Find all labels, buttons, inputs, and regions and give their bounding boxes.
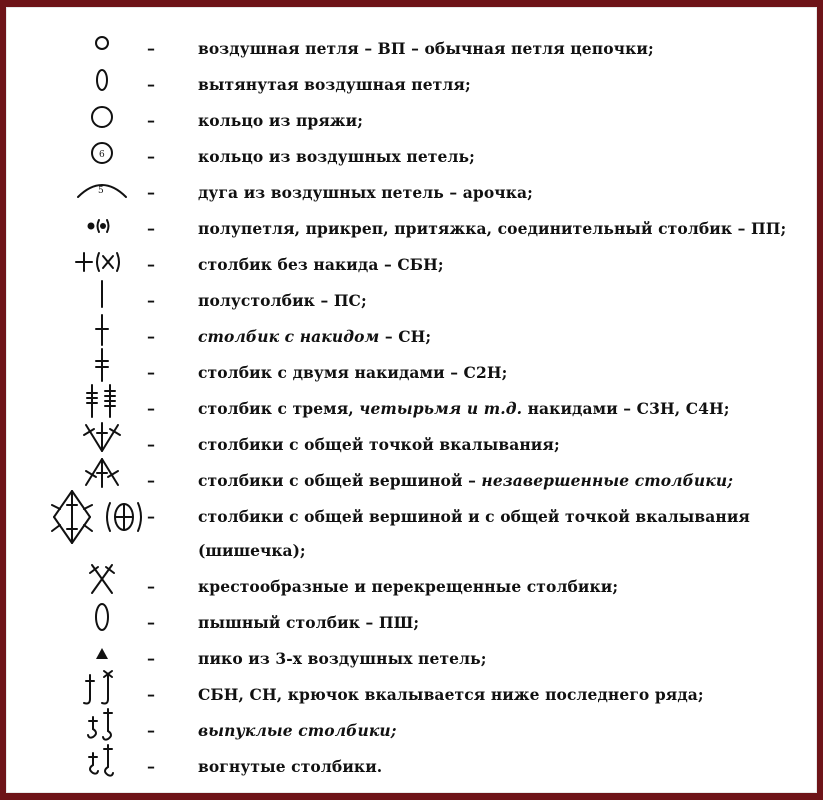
- legend-dash: –: [147, 507, 155, 526]
- chain-ring-icon: [46, 141, 156, 177]
- elongated-chain-icon: [46, 69, 156, 105]
- legend-row: [6, 249, 817, 285]
- legend-row: [6, 285, 817, 321]
- legend-text: полупетля, прикреп, притяжка, соединительный столбик – ПП;: [198, 219, 787, 238]
- legend-dash: –: [147, 327, 155, 346]
- yarn-ring-icon: [46, 105, 156, 141]
- legend-dash: –: [147, 219, 155, 238]
- spike-stitch-icon: [46, 679, 156, 715]
- picot-icon: [46, 643, 156, 679]
- legend-row: [6, 105, 817, 141]
- chain-arch-count: 5: [98, 186, 104, 196]
- legend-dash: –: [147, 577, 155, 596]
- legend-text: воздушная петля – ВП – обычная петля цепочки;: [198, 39, 654, 58]
- legend-text-italic: выпуклые столбики;: [198, 721, 397, 740]
- back-post-icon: [46, 751, 156, 787]
- legend-text: пико из 3-х воздушных петель;: [198, 649, 487, 668]
- legend-text: столбик с двумя накидами – С2Н;: [198, 363, 508, 382]
- chain-ring-count: 6: [99, 150, 105, 160]
- legend-text: вытянутая воздушная петля;: [198, 75, 471, 94]
- legend-text: [198, 721, 798, 740]
- legend-dash: –: [147, 75, 155, 94]
- legend-text: вогнутые столбики.: [198, 757, 383, 776]
- legend-row: [6, 465, 817, 501]
- legend-text-italic: незавершенные столбики;: [481, 471, 734, 490]
- legend-text-a: столбики с общей вершиной –: [198, 471, 482, 490]
- legend-row: [6, 321, 817, 357]
- legend-text: полустолбик – ПС;: [198, 291, 367, 310]
- legend-row: [6, 33, 817, 69]
- legend-dash: –: [147, 613, 155, 632]
- legend-row: [6, 357, 817, 393]
- legend-row: [6, 393, 817, 429]
- legend-row: [6, 69, 817, 105]
- legend-text: [198, 471, 798, 490]
- puff-stitch-icon: [46, 607, 156, 643]
- legend-text: СБН, СН, крючок вкалывается ниже последнего ряда;: [198, 685, 704, 704]
- treble-crochet-icon: [46, 357, 156, 393]
- legend-text-italic: четырьмя и т.д.: [359, 399, 523, 418]
- legend-text: кольцо из воздушных петель;: [198, 147, 475, 166]
- front-post-icon: [46, 715, 156, 751]
- legend-dash: –: [147, 399, 155, 418]
- chain-arch-icon: [46, 177, 156, 213]
- legend-row: [6, 607, 817, 643]
- legend-row: [6, 751, 817, 787]
- legend-sheet: [6, 7, 817, 793]
- slip-stitch-icon: [46, 213, 156, 249]
- legend-dash: –: [147, 435, 155, 454]
- legend-text: кольцо из пряжи;: [198, 111, 364, 130]
- legend-text: пышный столбик – ПШ;: [198, 613, 420, 632]
- legend-row: [6, 501, 817, 561]
- legend-row: [6, 141, 817, 177]
- legend-text-b: накидами – С3Н, С4Н;: [522, 399, 730, 418]
- legend-text-continued: (шишечка);: [198, 541, 306, 560]
- legend-dash: –: [147, 471, 155, 490]
- legend-dash: –: [147, 363, 155, 382]
- common-top-icon: [46, 465, 156, 501]
- legend-dash: –: [147, 649, 155, 668]
- legend-dash: –: [147, 183, 155, 202]
- legend-dash: –: [147, 757, 155, 776]
- legend-text: столбики с общей точкой вкалывания;: [198, 435, 560, 454]
- legend-text-a: столбик с тремя,: [198, 399, 360, 418]
- legend-row: [6, 679, 817, 715]
- legend-dash: –: [147, 147, 155, 166]
- single-crochet-icon: [46, 249, 156, 285]
- legend-text: [198, 327, 798, 346]
- legend-dash: –: [147, 255, 155, 274]
- legend-dash: –: [147, 111, 155, 130]
- legend-text: [198, 399, 798, 418]
- legend-dash: –: [147, 721, 155, 740]
- legend-dash: –: [147, 291, 155, 310]
- legend-text: крестообразные и перекрещенные столбики;: [198, 577, 619, 596]
- legend-row: [6, 571, 817, 607]
- legend-dash: –: [147, 39, 155, 58]
- legend-dash: –: [147, 685, 155, 704]
- legend-text: дуга из воздушных петель – арочка;: [198, 183, 533, 202]
- legend-row: [6, 643, 817, 679]
- legend-row: [6, 715, 817, 751]
- legend-text: столбики с общей вершиной и с общей точкой вкалывания: [198, 507, 750, 526]
- legend-row: [6, 177, 817, 213]
- legend-text: столбик без накида – СБН;: [198, 255, 444, 274]
- legend-row: [6, 213, 817, 249]
- legend-text-rest: – СН;: [379, 327, 432, 346]
- legend-row: [6, 429, 817, 465]
- crossed-stitch-icon: [46, 571, 156, 607]
- legend-text-italic: столбик с накидом: [198, 327, 380, 346]
- chain-stitch-icon: [46, 33, 156, 69]
